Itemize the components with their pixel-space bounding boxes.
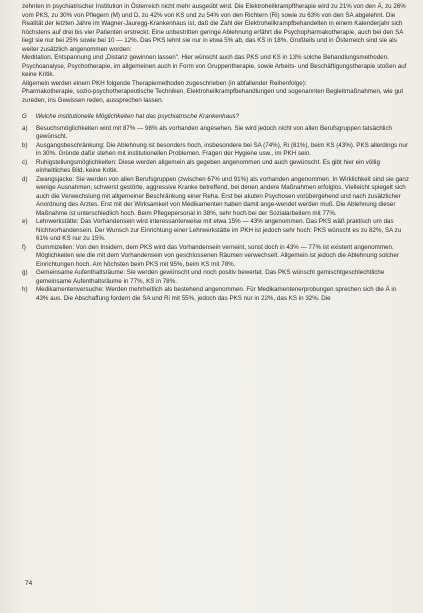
intro-paragraph-2: Meditation, Entspannung und „Distanz gewinnen lassen". Hier wünscht auch das PKS und KS in 13% solche Behandlungsmethoden. Psychoanalyse, Psychotherapie, im allgemeinen auch in Form von Gruppentherapie, sowie Arbeits- und Beschäftigungstherapie stoßen auf keine Kritik. [22,54,407,78]
answer-item-g [22,269,409,286]
answer-marker: d) [22,175,28,183]
answer-item-c [22,159,409,176]
answer-marker: b) [22,141,28,149]
page-content [22,3,409,303]
section-question [22,113,409,122]
intro-paragraph-3: Allgemein werden einem PKH folgende Therapiemethoden zugeschrieben (in abfallender Reihenfolge): [22,79,307,87]
answer-text: Besuchsmöglichkeiten wird mit 87% — 98% als vorhanden angesehen. Sie wird jedoch nicht von allen Berufsgruppen tatsächlich gewünscht. [36,124,393,140]
answer-item-f [22,244,409,270]
answer-text: Medikamentenversuche: Werden mehrheitlich als bestehend angenommen. Für Medikamentenerprobungen sprechen sich die Ä in 43% aus. Die Abschaffung fordern die SA und Ri mit 55%, jedoch das PKS nur in 22%, das KS in 32%. Die [36,286,397,302]
answer-marker: f) [22,243,26,251]
question-text: Welche institutionelle Möglichkeiten hat das psychiatrische Krankenhaus? [35,113,240,120]
answer-text: Gummizellen: Von den Insidern, dem PKS wird das Vorhandensein verneint, sonst doch in 43% — 77% ist existent angenommen. Möglichkeiten wie die mit dem Vorhandensein von geschlossenen Räumen verwechselt. Allgemein ist jedoch die Ablehnung solcher Einrichtungen hoch. Am höchsten beim PKS mit 95%, beim KS mit 78%. [36,243,399,268]
question-spacer [29,113,34,120]
answer-text: Ausgangsbeschränkung: Die Ablehnung ist besonders hoch, insbesondere bei SA (74%), Ri (81%), beim KS (43%). PKS allerdings nur in 30%. Gründe dafür stehen mit institutionellen Problemen. Fragen der Hygiene usw., im PKH sein. [36,141,408,157]
answer-text: Zwangsjacke: Sie werden von allen Berufsgruppen (zwischen 67% und 91%) als vorhanden angenommen. In Wirklichkeit sind sie ganz wenige Ausnahmen, schwerst gestörte, aggressive Kranke betreffend, bei denen andere Maßnahmen erfolglos. Vielleicht spiegelt sich auch die Verwechslung mit allgemeiner Beschränkung einer Reha. Erst bei akuten Psychosen vorübergehend und nach zusätzlicher Anordnung des Arztes. Erst mit der Wirksamkeit von Medikamenten haben damit ange-wendet werden muß. Die Ablehnung dieser Maßnahme ist unterschiedlich hoch. Beim Pflegepersonal in 38%, sehr hoch bei der Sozialarbeitern mit 77%. [36,175,409,217]
intro-paragraph-4: Pharmakotherapie, sozio-psychotherapeutische Techniken, Elektroheilkrampfbehandlungen und sogenannten Begleitmaßnahmen, wie gut zureden, ins Gewissen reden, aussprechen lassen. [22,88,404,104]
intro-paragraph-1: zehnten in psychiatrischer Institution in Österreich nicht mehr ausgeübt wird. Die Elektroheilkrampftherapie wird zu 21% von den Ä, zu 26% vom PKS, zu 30% von Pflegern (M) und D, zu 42% von KS und zu 54% von den Richtern (Ri) sowie zu 63% von den SA abgelehnt. Die Realität der letzten Jahre im Wagner-Jauregg-Krankenhaus ist, daß die Zahl der Elektroheilkrampfbehandelten in einem Kalenderjahr sich höchstens auf drei bis vier Patienten erstreckt. Eine unbestritten geringe Ablehnung erfährt die Psychopharmakotherapie, auch bei den SA liegt sie nur bei 25% sowie bei 10 — 12%. Das PKS lehnt sie nur in etwa 5% ab, das KS in 18%. Großteils und in Österreich sind sie als weiter zusätzlich angenommen worden: [22,3,406,53]
answer-list [22,125,409,304]
answer-marker: h) [22,286,28,293]
answer-item-h [22,286,409,303]
answer-item-a [22,125,409,142]
answer-marker: e) [22,218,28,225]
answer-marker: a) [22,124,28,132]
answer-item-e [22,218,409,244]
answer-item-b [22,142,409,159]
answer-text: Gemeinsame Aufenthaltsräume: Sie werden gewünscht und noch positiv bewertet. Das PKS wünscht gemischtgeschlechtliche gemeinsame Aufenthaltsräume in 77%, KS in 78%. [36,269,385,285]
answer-marker: c) [22,158,28,166]
question-label: G [22,113,27,120]
page-number: 74 [25,580,33,587]
answer-marker: g) [22,269,28,276]
answer-text: Ruhigstellungsmöglichkeiten: Diese werden allgemein als gegeben angenommen und auch gewünscht. Es gibt hier ein völlig einheitliches Bild, keine Kritik. [36,158,380,174]
answer-item-d [22,176,409,219]
answer-text: Lehrwerkstätte: Das Vorhandensein wird interessanterweise mit etwa 15% — 43% angenommen. Das PKS wäß praktisch um das Nichtvorhandensein. Der Wunsch zur Einrichtung einer Lehrwerkstätte im PKH ist jedoch sehr hoch: PKS wünscht es zu 82%, SA zu 61% und KS nur zu 15%. [36,218,402,242]
